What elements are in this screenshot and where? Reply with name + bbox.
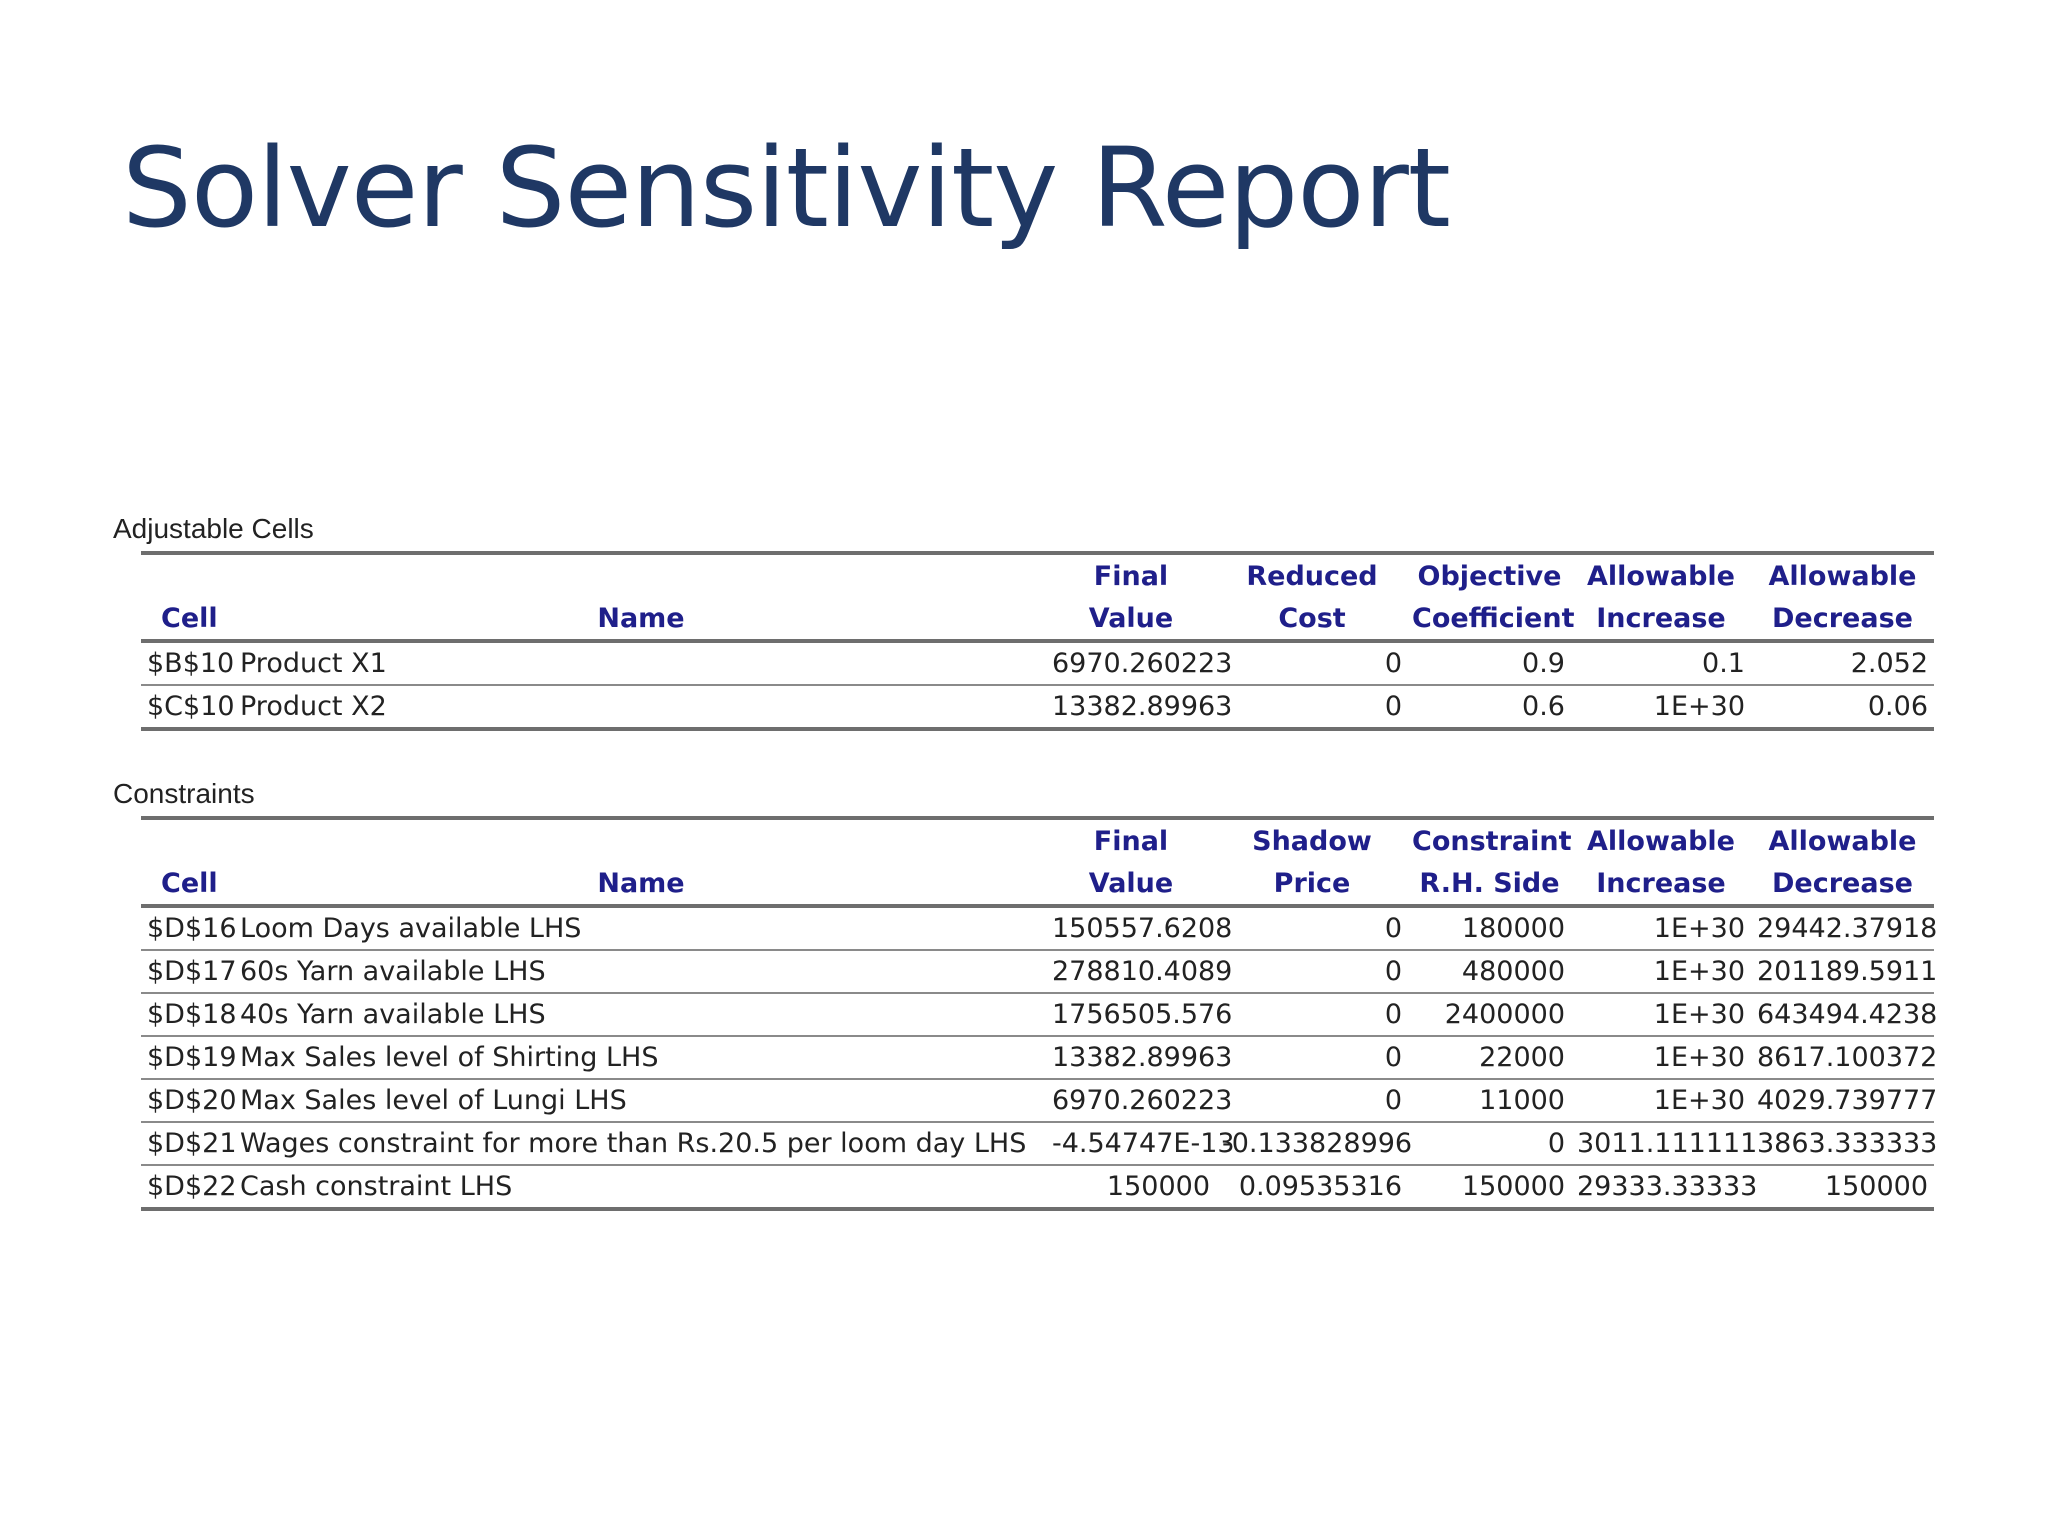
allowable-increase: 1E+30 [1571,993,1751,1036]
header-shadow: Shadow [1216,818,1408,862]
allowable-increase: 1E+30 [1571,906,1751,950]
cell-name: Loom Days available LHS [236,906,1046,950]
final-value: 6970.260223 [1046,641,1216,685]
allowable-decrease: 3863.333333 [1751,1122,1934,1165]
shadow-price: 0 [1216,993,1408,1036]
header-allowable-decrease: Allowable [1751,553,1934,597]
final-value: -4.54747E-13 [1046,1122,1216,1165]
header-allowable-decrease: Allowable [1751,818,1934,862]
cell-ref: $D$18 [141,993,236,1036]
objective-coefficient: 0.6 [1408,685,1571,729]
constraint-rhs: 11000 [1408,1079,1571,1122]
allowable-increase: 1E+30 [1571,685,1751,729]
header-value: Value [1046,862,1216,906]
page-title: Solver Sensitivity Report [122,124,1450,252]
cell-name: 60s Yarn available LHS [236,950,1046,993]
constraint-rhs: 2400000 [1408,993,1571,1036]
reduced-cost: 0 [1216,641,1408,685]
header-reduced: Reduced [1216,553,1408,597]
header-final: Final [1046,818,1216,862]
shadow-price: 0.09535316 [1216,1165,1408,1209]
table-row [141,950,1934,993]
cell-name: Max Sales level of Lungi LHS [236,1079,1046,1122]
header-cost: Cost [1216,597,1408,641]
final-value: 6970.260223 [1046,1079,1216,1122]
cell-name: Wages constraint for more than Rs.20.5 per loom day LHS [236,1122,1046,1165]
allowable-decrease: 29442.37918 [1751,906,1934,950]
table-row [141,685,1934,729]
header-increase: Increase [1571,597,1751,641]
table-row [141,1122,1934,1165]
cell-ref: $C$10 [141,685,236,729]
constraint-rhs: 480000 [1408,950,1571,993]
constraint-rhs: 180000 [1408,906,1571,950]
constraints-label: Constraints [113,778,255,809]
allowable-decrease: 8617.100372 [1751,1036,1934,1079]
header-final: Final [1046,553,1216,597]
constraints-table [141,816,1938,1211]
constraint-rhs: 0 [1408,1122,1571,1165]
table-header-row [141,862,1934,906]
objective-coefficient: 0.9 [1408,641,1571,685]
cell-ref: $D$16 [141,906,236,950]
allowable-decrease: 643494.4238 [1751,993,1934,1036]
header-value: Value [1046,597,1216,641]
final-value: 13382.89963 [1046,685,1216,729]
cell-name: 40s Yarn available LHS [236,993,1046,1036]
header-constraint: Constraint [1408,818,1571,862]
final-value: 150000 [1046,1165,1216,1209]
header-name: Name [236,862,1046,906]
table-row [141,906,1934,950]
allowable-increase: 1E+30 [1571,1079,1751,1122]
shadow-price: -0.133828996 [1216,1122,1408,1165]
header-name: Name [236,597,1046,641]
table-row [141,993,1934,1036]
reduced-cost: 0 [1216,685,1408,729]
cell-ref: $D$17 [141,950,236,993]
header-coefficient: Coefficient [1408,597,1571,641]
header-cell: Cell [141,862,236,906]
adjustable-cells-label: Adjustable Cells [113,513,314,544]
final-value: 1756505.576 [1046,993,1216,1036]
allowable-decrease: 4029.739777 [1751,1079,1934,1122]
table-row [141,1165,1934,1209]
header-cell: Cell [141,597,236,641]
cell-name: Cash constraint LHS [236,1165,1046,1209]
header-decrease: Decrease [1751,862,1934,906]
shadow-price: 0 [1216,1079,1408,1122]
final-value: 150557.6208 [1046,906,1216,950]
allowable-decrease: 201189.5911 [1751,950,1934,993]
table-row [141,1079,1934,1122]
header-price: Price [1216,862,1408,906]
cell-name: Max Sales level of Shirting LHS [236,1036,1046,1079]
cell-ref: $D$22 [141,1165,236,1209]
shadow-price: 0 [1216,906,1408,950]
constraint-rhs: 150000 [1408,1165,1571,1209]
cell-name: Product X1 [236,641,1046,685]
header-rhs: R.H. Side [1408,862,1571,906]
table-header-row [141,597,1934,641]
allowable-decrease: 0.06 [1751,685,1934,729]
table-header-row [141,553,1934,597]
cell-ref: $B$10 [141,641,236,685]
cell-name: Product X2 [236,685,1046,729]
allowable-increase: 1E+30 [1571,1036,1751,1079]
header-allowable-increase: Allowable [1571,818,1751,862]
shadow-price: 0 [1216,950,1408,993]
table-header-row [141,818,1934,862]
cell-ref: $D$20 [141,1079,236,1122]
header-objective: Objective [1408,553,1571,597]
final-value: 13382.89963 [1046,1036,1216,1079]
header-decrease: Decrease [1751,597,1934,641]
constraint-rhs: 22000 [1408,1036,1571,1079]
allowable-decrease: 150000 [1751,1165,1934,1209]
allowable-decrease: 2.052 [1751,641,1934,685]
table-row [141,1036,1934,1079]
header-allowable-increase: Allowable [1571,553,1751,597]
allowable-increase: 29333.33333 [1571,1165,1751,1209]
adjustable-cells-table [141,551,1934,731]
table-row [141,641,1934,685]
allowable-increase: 0.1 [1571,641,1751,685]
final-value: 278810.4089 [1046,950,1216,993]
shadow-price: 0 [1216,1036,1408,1079]
header-increase: Increase [1571,862,1751,906]
allowable-increase: 1E+30 [1571,950,1751,993]
cell-ref: $D$21 [141,1122,236,1165]
allowable-increase: 3011.111111 [1571,1122,1751,1165]
cell-ref: $D$19 [141,1036,236,1079]
